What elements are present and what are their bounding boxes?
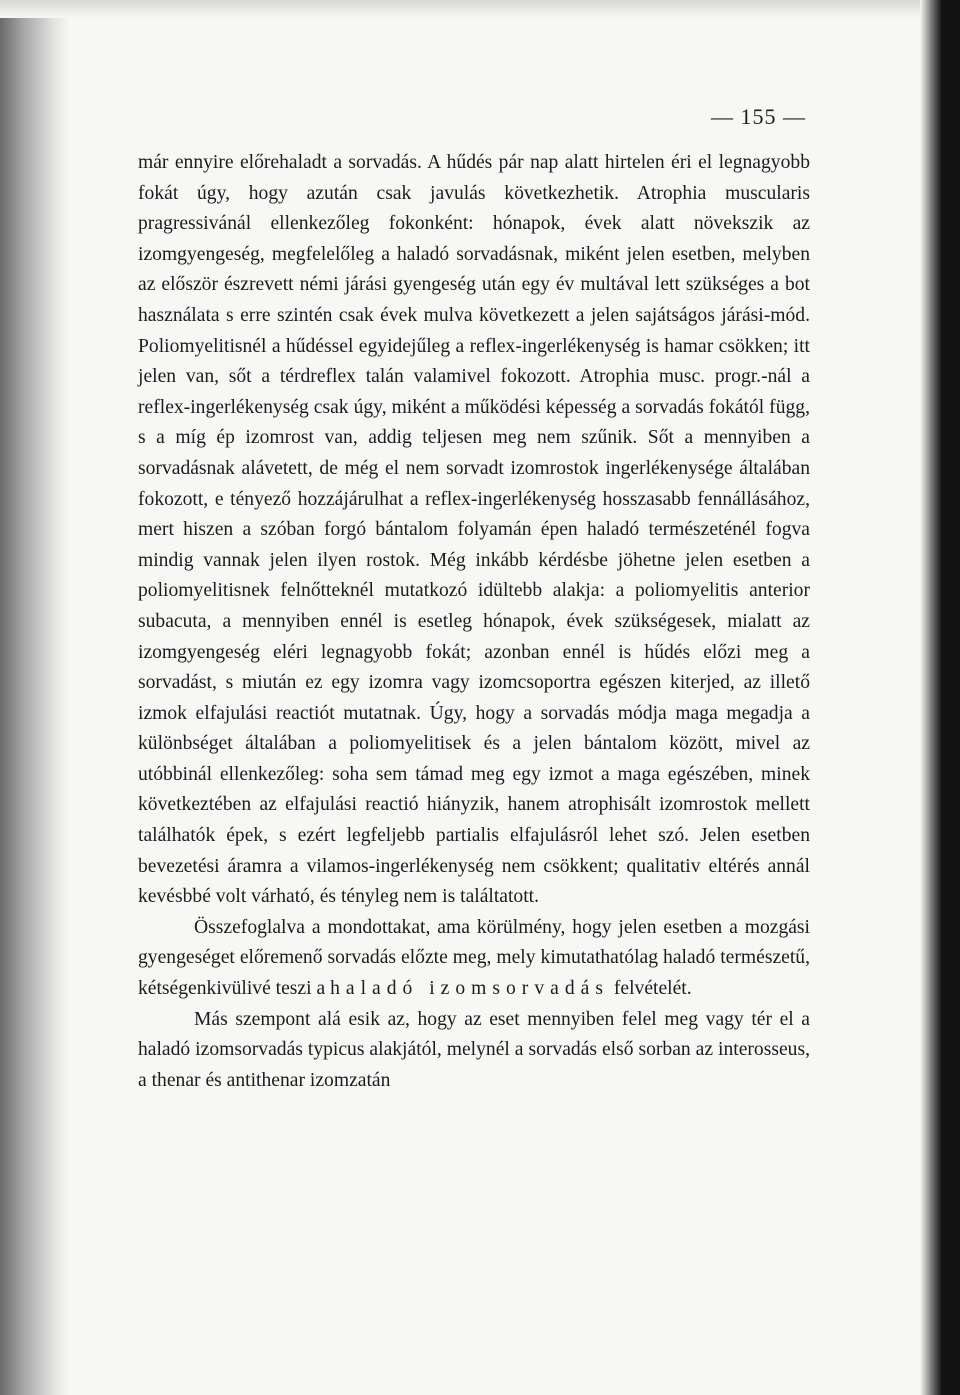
page-right-edge bbox=[920, 0, 960, 1395]
book-spine-shadow bbox=[0, 0, 70, 1395]
paragraph-1-text: már ennyire előrehaladt a sorvadás. A hűdés pár nap alatt hirtelen éri el legnagyobb fokát úgy, hogy azután csak javulás következhetik. Atrophia muscularis pragressivánál ellenkezőleg fokonként: hónapok, évek alatt növekszik az izomgyengeség, megfelelőleg a haladó sorvadásnak, miként jelen esetben, melyben az először észrevett némi járási gyengeség után egy év multával lett szükséges a bot használata s erre szintén csak évek mulva következett a jelen sajátságos járási-mód. Poliomyelitisnél a hűdéssel egyidejűleg a reflex-ingerlékenység is hamar csökken; itt jelen van, sőt a térdreflex talán valamivel fokozott. Atrophia musc. progr.-nál a reflex-ingerlékenység csak úgy, miként a működési képesség a sorvadás fokától függ, s a míg ép izomrost van, addig teljesen meg nem szűnik. Sőt a mennyiben a sorvadásnak alávetett, de még el nem sorvadt izomrostok ingerlékenysége általában fokozott, e tényező hozzájárulhat a reflex-ingerlékenység hosszasabb fennállásához, mert hiszen a szóban forgó bántalom folyamán épen haladó természeténél fogva mindig vannak jelen ilyen rostok. Még inkább kérdésbe jöhetne jelen esetben a poliomyelitisnek felnőtteknél mutatkozó idültebb alakja: a poliomyelitis anterior subacuta, a mennyiben ennél is esetleg hónapok, évek szükségesek, mialatt az izomgyengeség eléri legnagyobb fokát; azonban ennél is hűdés előzi meg a sorvadást, s miután ez egy izomra vagy izomcsoportra egészen kiterjed, az illető izmok elfajulási reactiót mutatnak. Úgy, hogy a sorvadás módja maga megadja a különbséget általában a poliomyelitisek és a jelen bántalom között, mivel az utóbbinál ellenkezőleg: soha sem támad meg egy izmot a maga egészében, minek következtében az elfajulási reactió hiányzik, hanem atrophisált izomrostok mellett találhatók épek, s ezért legfeljebb partialis elfajulásról lehet szó. Jelen esetben bevezetési áramra a vilamos-ingerlékenység nem csökkent; qualitativ eltérés annál kevésbbé volt várható, és tényleg nem is találtatott. bbox=[138, 152, 810, 908]
paragraph-2 bbox=[138, 913, 810, 1005]
paragraph-1 bbox=[138, 148, 810, 913]
page-content bbox=[138, 102, 810, 1096]
page-top-edge bbox=[0, 0, 960, 18]
page-number: — 155 — bbox=[711, 104, 806, 129]
paragraph-3 bbox=[138, 1005, 810, 1097]
paragraph-2-emphasis: haladó izomsorvadás bbox=[330, 978, 609, 1000]
paragraph-2-text-start: Összefoglalva a mondottakat, ama körülmény, hogy jelen esetben a mozgási gyengeséget előremenő sorvadás előzte meg, mely kimutathatólag haladó természetű, kétségenkivülivé teszi a bbox=[138, 916, 810, 1000]
paragraph-2-text-end: felvételét. bbox=[608, 978, 692, 1000]
paragraph-3-text: Más szempont alá esik az, hogy az eset mennyiben felel meg vagy tér el a haladó izomsorvadás typicus alakjától, melynél a sorvadás első sorban az interosseus, a thenar és antithenar izomzatán bbox=[138, 1008, 810, 1091]
